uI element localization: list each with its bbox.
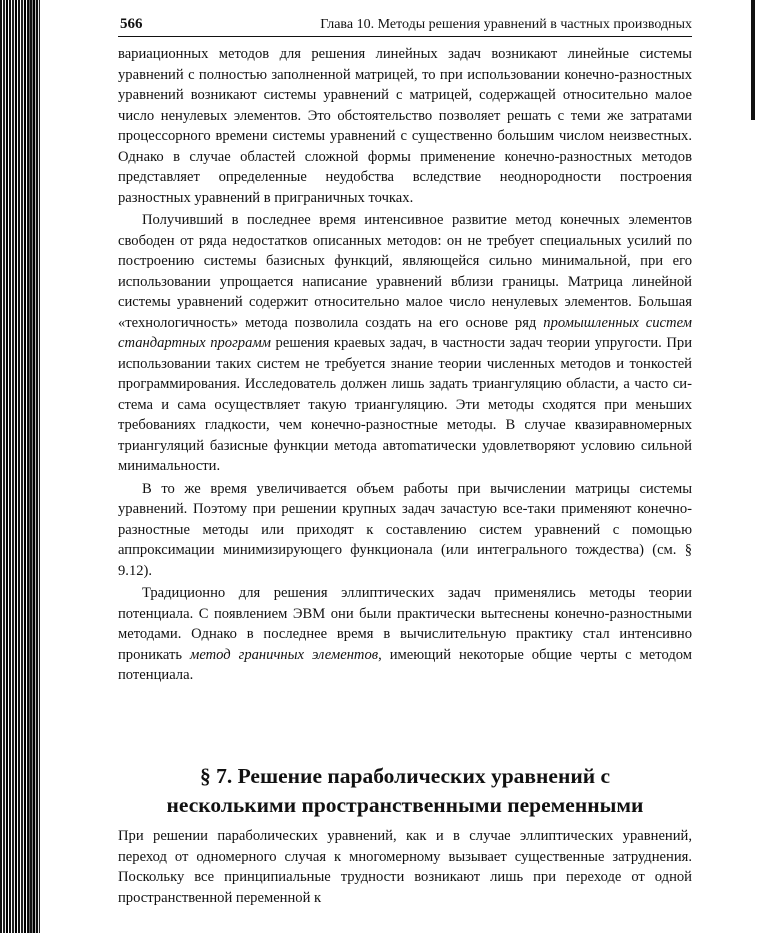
page-edge-shadow bbox=[751, 0, 755, 120]
section-title-line-1: § 7. Решение параболических уравнений с bbox=[199, 764, 611, 788]
paragraph-4 bbox=[118, 583, 692, 686]
page-header bbox=[118, 16, 692, 37]
paragraph-4-start: Традиционно для решения эллиптических задач применялись методы теории потенциала. С появлением ЭВМ они были практически вытеснены конечно-разностными методами. Однако в последнее время в вычислительную практику стал интенсивно проникать bbox=[118, 585, 692, 663]
body-text bbox=[118, 44, 692, 686]
page-number: 566 bbox=[120, 16, 143, 32]
paragraph-4-end: , имеющий некоторые общие черты с методом потенциала. bbox=[118, 646, 693, 683]
running-head: Глава 10. Методы решения уравнений в частных производных bbox=[320, 17, 692, 32]
section-body-text bbox=[118, 826, 692, 908]
paragraph-2-end: решения краевых задач, в частности задач теории упругости. При использовании таких систем не требуется знание теории численных методов и тонкостей программирования. Исследователь должен лишь задать триангуляцию области, а часто система и сама осуществляет такую триангуляцию. Эти методы сходятся при меньших требованиях гладкости, чем конечно-разностные методы. В случае квазиравномерных триангуляций базисные функции метода автоmатически удовлетворяют условию сильной минимальности. bbox=[118, 335, 693, 474]
paragraph-1: вариационных методов для решения линейных задач возникают линейные системы уравнений с полностью заполненной матрицей, то при использовании конечно-разностных уравнений возникают системы уравнений с матрицей, содержащей относительно малое число ненулевых элементов. Это обстоятельство позволяет решать с теми же затратами процессорного времени системы уравнений с существенно большим числом неизвестных. Однако в случае областей сложной формы применение конечно-разностных методов представляет определенные неудобства вследствие неоднородности построения разностных уравнений в приграничных точках. bbox=[118, 46, 692, 206]
paragraph-2 bbox=[118, 210, 692, 477]
paragraph-2-start: Получивший в последнее время интенсивное развитие метод конечных элементов свободен от ряда недостатков описанных методов: он не требует специальных усилий по построению системы базисных функций, являющейся сильно минимальной, при его использовании упрощается написание уравнений вблизи границы. Матрица линейной системы уравнений содержит относительно малое число ненулевых элементов. Большая «технологичность» метода позволила создать на его основе ряд bbox=[118, 212, 692, 331]
section-paragraph-1: При решении параболических уравнений, как и в случае эллиптических уравнений, переход от одномерного случая к многомерному вызывает существенные затруднения. Поскольку все принципиальные трудности возникают лишь при переходе от одной пространственной переменной к bbox=[118, 828, 692, 906]
book-binding-edge bbox=[0, 0, 40, 933]
section-title-line-2: несколькими пространственными переменными bbox=[166, 793, 644, 817]
section-title bbox=[118, 762, 692, 820]
paragraph-2-emphasis: промышленных систем стандартных программ bbox=[118, 314, 692, 351]
paragraph-4-emphasis: метод граничных элементов bbox=[190, 646, 379, 663]
paragraph-3: В то же время увеличивается объем работы при вычислении матрицы системы уравнений. Поэтому при решении крупных задач зачастую все-таки применяют конечно-разностные методы или приходят к составлению систем уравнений с помощью аппроксимации минимизирующего функционала (или интегрального тождества) (см. § 9.12). bbox=[118, 480, 692, 579]
